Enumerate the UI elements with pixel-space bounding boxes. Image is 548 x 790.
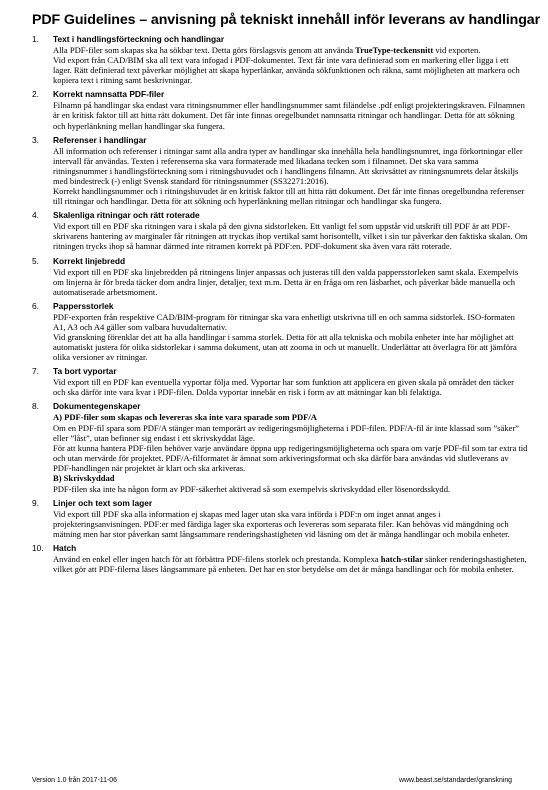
section-number: 3. bbox=[32, 134, 39, 145]
section-paragraph: Om en PDF-fil spara som PDF/A stänger man temporärt av redigeringsmöjligheterna i PDF-filen. PDF/A-fil är inte klassad som ”säker” eller ”låst”, utan befinner sig endast i ett skrivskyddat läge. bbox=[53, 422, 519, 443]
bold-text-run: TrueType-teckensnitt bbox=[355, 45, 434, 55]
subsection-heading: A) PDF-filer som skapas och levereras ska inte vara sparade som PDF/A bbox=[53, 412, 317, 423]
section-9 bbox=[32, 498, 528, 539]
section-paragraph: Vid export till en PDF kan eventuella vyportar följa med. Vyportar har som funktion att applicera en given skala på området den täcker och ska därför inte vara kvar i PDF-filen. Dolda vyportar innebär en risk i form av att mätningar kan bli felaktiga. bbox=[53, 377, 514, 398]
section-8 bbox=[32, 401, 528, 493]
section-number: 4. bbox=[32, 210, 39, 221]
footer-url[interactable]: www.beast.se/standarder/granskning bbox=[399, 777, 512, 784]
section-number: 2. bbox=[32, 89, 39, 100]
section-heading: Korrekt namnsatta PDF-filer bbox=[53, 89, 165, 100]
section-2 bbox=[32, 89, 528, 130]
text-run: sänker renderingshastigheten, vilket gör att PDF-filerna läses långsammare på enheten. Det har en stor betydelse om det är många handlingar och för mobila enheter. bbox=[53, 554, 527, 575]
section-number: 6. bbox=[32, 300, 39, 311]
page-title: PDF Guidelines – anvisning på tekniskt innehåll inför leverans av handlingar bbox=[32, 12, 541, 28]
section-number: 1. bbox=[32, 34, 39, 44]
section-number: 10. bbox=[32, 543, 44, 554]
section-heading: Skalenliga ritningar och rätt roterade bbox=[53, 210, 200, 221]
text-run: vid exporten. bbox=[433, 45, 481, 55]
section-heading: Korrekt linjebredd bbox=[53, 255, 126, 266]
section-6 bbox=[32, 301, 528, 362]
section-heading: Pappersstorlek bbox=[53, 300, 114, 311]
section-paragraph: All information och referenser i ritningar samt alla andra typer av handlingar ska innehålla hela handlingsnumret, inga förkortningar eller intervall får användas. Texten i referenserna ska vara formaterade med likadana tecken som i filnamnet. Det ska vara samma ritningsnummer i handlingsförteckning som i ritningshuvudet och i handlingens filnamn. Att skrivsättet av ritningsnumrets delar åtskiljs med bindestreck (-) enligt Svensk standard för ritningsnummer (SS32271:2016). bbox=[53, 145, 523, 186]
bold-text-run: hatch-stilar bbox=[380, 554, 424, 565]
section-paragraph: PDF-filen ska inte ha någon form av PDF-säkerhet aktiverad så som exempelvis skrivskyddad eller lösenordsskydd. bbox=[53, 483, 451, 494]
section-3 bbox=[32, 135, 528, 207]
section-paragraph: PDF-exporten från respektive CAD/BIM-program för ritningar ska vara enhetligt utskrivna till en och samma sidstorlek. ISO-formaten A1, A3 och A4 gäller som valbara huvudalternativ. bbox=[53, 311, 515, 332]
section-heading: Linjer och text som lager bbox=[53, 497, 153, 508]
section-paragraph: Vid export till en PDF ska linjebredden på ritningens linjer anpassas och justeras till den valda pappersstorleken samt skala. Exempelvis om linjerna är för breda täcker dom andra linjer, detaljer, text m.m. Detta är en fråga om ren läsbarhet, och påverkar både manuella och automatiserade arbetsmoment. bbox=[53, 266, 519, 297]
section-paragraph: Filnamn på handlingar ska endast vara ritningsnummer eller handlingsnummer samt filändelse .pdf enligt projekteringskraven. Filnamnen är en kritisk faktor till att hitta rätt dokument. Det får inte finnas oregelbundet namnsatta ritningar och handlingar. Detta för att sökning och hyperlänkning mellan handlingar ska fungera. bbox=[53, 100, 525, 131]
text-run: Alla PDF-filer som skapas ska ha sökbar text. Detta görs förslagsvis genom att använda bbox=[53, 45, 356, 55]
section-5 bbox=[32, 256, 528, 297]
section-paragraph: Vid export till PDF ska alla information ej skapas med lager utan ska vara införda i PDF:n om inget annat anges i projekteringsanvisningen. PDF:er med färdiga lager ska exporteras och levereras som separata filer. Kan behövas vid mängdning och mätning men har stor påverkan samt långsammare renderingshastigheten vid läsning om det är många handlingar och mobila enheter. bbox=[53, 508, 510, 539]
section-paragraph bbox=[53, 554, 528, 574]
section-heading: Dokumentegenskaper bbox=[53, 401, 141, 412]
section-heading: Ta bort vyportar bbox=[53, 366, 117, 377]
section-heading: Text i handlingsförteckning och handlingar bbox=[53, 34, 225, 44]
section-1 bbox=[32, 34, 528, 85]
section-number: 8. bbox=[32, 401, 39, 412]
section-heading: Hatch bbox=[53, 543, 77, 554]
section-4 bbox=[32, 210, 528, 251]
version-label: Version 1.0 från 2017-11-06 bbox=[32, 777, 117, 784]
section-number: 7. bbox=[32, 366, 39, 377]
section-number: 5. bbox=[32, 255, 39, 266]
section-paragraph bbox=[53, 45, 528, 55]
section-7 bbox=[32, 366, 528, 397]
text-run: Använd en enkel eller ingen hatch för att förbättra PDF-filens storlek och prestanda. Komplexa bbox=[53, 554, 381, 565]
subsection-heading: B) Skrivskyddad bbox=[53, 473, 115, 484]
section-paragraph: Vid export till en PDF ska ritningen vara i skala på den givna sidstorleken. Ett vanligt fel som uppstår vid utskrift till PDF är att PDF-skrivarens hantering av marginaler får ritningen att tryckas ihop vertikal samt horisontellt, vilket i sin tur påverkar den faktiska skalan. Om ritningen trycks ihop så hamnar därmed inte ritramen korrekt på PDF:en. PDF-dokument ska även vara rätt roterade. bbox=[53, 221, 528, 252]
section-paragraph: För att kunna hantera PDF-filen behöver varje användare öppna upp redigeringsmöjligheterna och spara om varje PDF-fil som tar extra tid och utan mervärde för projektet. PDF/A-filformatet är ämnat som arkiveringsformat och ska därför bara användas vid slutleverans av PDF-handlingen när projektet är klart och ska arkiveras. bbox=[53, 443, 528, 474]
section-number: 9. bbox=[32, 497, 39, 508]
section-paragraph: Vid granskning förenklar det att ha alla handlingar i samma storlek. Detta för att alla tekniska och mobila enheter inte har möjlighet att automatiskt justera för olika sidstorlekar i samma dokument, utan att zooma in och ut manuellt. Underlättar att överlagra för att jämföra olika versioner av ritningar. bbox=[53, 331, 517, 363]
section-10 bbox=[32, 543, 528, 574]
section-paragraph: Vid export från CAD/BIM ska all text vara infogad i PDF-dokumentet. Text får inte vara definierad som en markering eller ligga i ett lager. Rätt definierad text påverkar möjlighet att skapa hyperlänkar, använda sökfunktionen och räkna, samt möjligheten att markera och kopiera text i ritning samt beskrivningar. bbox=[53, 55, 520, 86]
section-paragraph: Korrekt handlingsnummer och i ritningshuvudet är en kritisk faktor till att hitta rätt dokument. Det får inte finnas oregelbundna referenser till ritningar och handlingar. Detta för att sökning och hyperlänkning mellan ritningar och handlingar ska fungera. bbox=[53, 186, 525, 207]
section-heading: Referenser i handlingar bbox=[53, 134, 147, 145]
